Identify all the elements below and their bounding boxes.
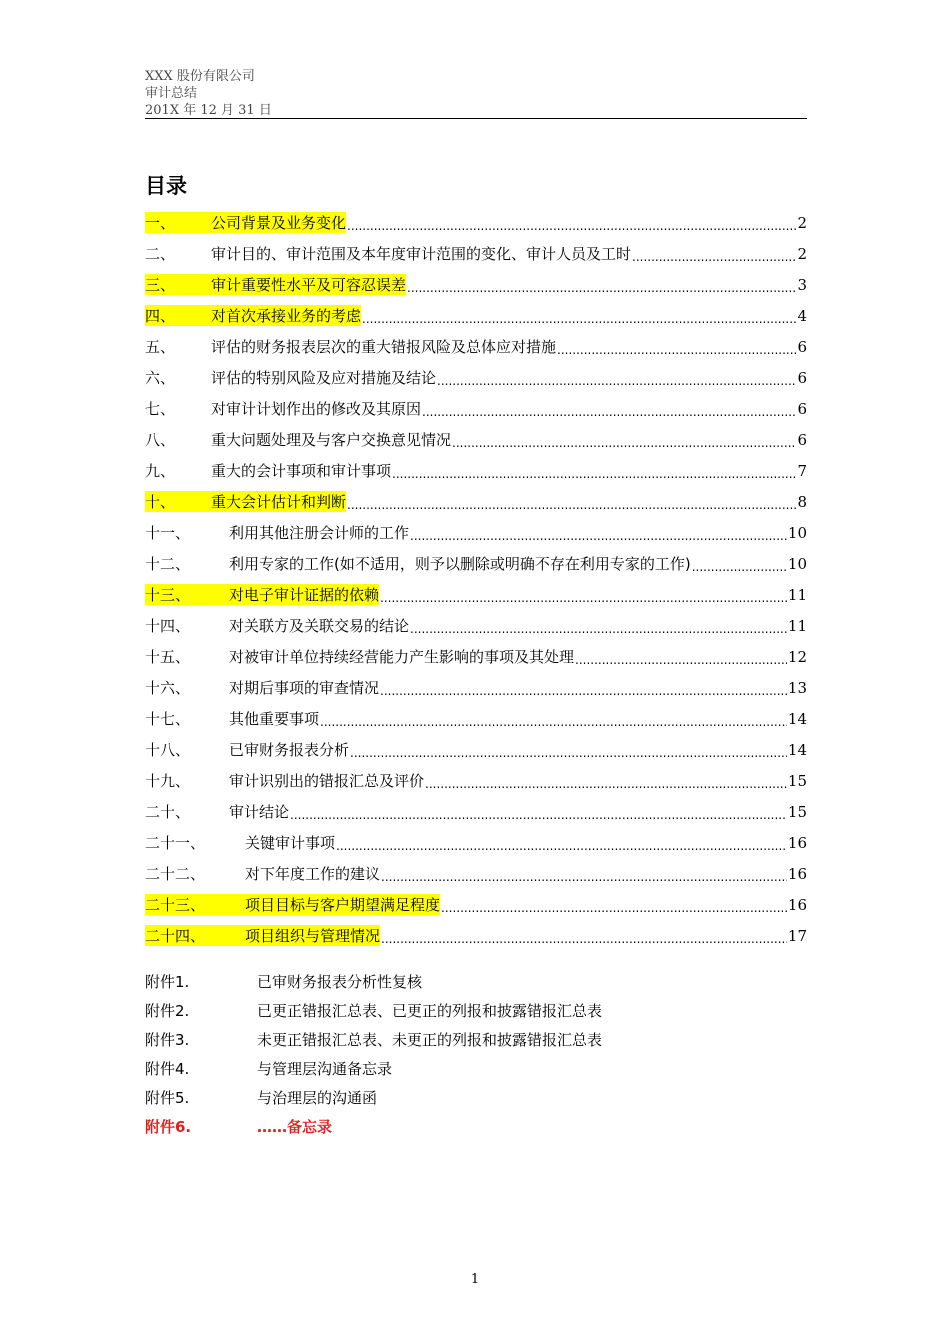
toc-entry-page: 16 bbox=[787, 864, 807, 883]
toc-entry-number: 二十二、 bbox=[145, 865, 206, 883]
toc-entry-title[interactable]: 审计识别出的错报汇总及评价 bbox=[229, 772, 425, 790]
toc-entry[interactable] bbox=[145, 455, 807, 486]
toc-entry-number: 十一、 bbox=[145, 524, 191, 542]
toc-entry-page: 8 bbox=[797, 492, 807, 511]
appendix-title: ……备忘录 bbox=[257, 1118, 333, 1136]
toc-entry-number: 十三、 bbox=[145, 584, 229, 605]
appendix-title: 已更正错报汇总表、已更正的列报和披露错报汇总表 bbox=[257, 1002, 603, 1020]
toc-leader-dots bbox=[410, 529, 787, 543]
toc-entry-number: 十四、 bbox=[145, 617, 191, 635]
toc-leader-dots bbox=[320, 715, 787, 729]
toc-entry-number: 二十三、 bbox=[145, 894, 245, 915]
appendix-title: 与管理层沟通备忘录 bbox=[257, 1060, 393, 1078]
toc-entry-page: 12 bbox=[787, 647, 807, 666]
toc-entry-title[interactable]: 评估的特别风险及应对措施及结论 bbox=[211, 369, 437, 387]
appendix-item bbox=[145, 1054, 807, 1083]
toc-entry-number: 二十、 bbox=[145, 803, 191, 821]
toc-leader-dots bbox=[632, 250, 796, 264]
toc-entry-number: 七、 bbox=[145, 400, 176, 418]
toc-entry[interactable] bbox=[145, 796, 807, 827]
toc-leader-dots bbox=[452, 436, 796, 450]
header-doc-title: 审计总结 bbox=[145, 86, 198, 101]
toc-leader-dots bbox=[380, 684, 787, 698]
toc-entry-title[interactable]: 关键审计事项 bbox=[245, 834, 336, 852]
toc-entry-number: 十五、 bbox=[145, 648, 191, 666]
toc-entry-page: 11 bbox=[787, 585, 807, 604]
toc-entry-number: 五、 bbox=[145, 338, 176, 356]
toc-entry-number: 六、 bbox=[145, 369, 176, 387]
toc-entry[interactable] bbox=[145, 238, 807, 269]
toc-entry-number: 九、 bbox=[145, 462, 176, 480]
toc-entry-page: 13 bbox=[787, 678, 807, 697]
toc-entry[interactable] bbox=[145, 889, 807, 920]
toc-entry-page: 10 bbox=[787, 523, 807, 542]
toc-entry-page: 4 bbox=[797, 306, 807, 325]
appendix-number: 附件4. bbox=[145, 1060, 190, 1078]
table-of-contents bbox=[145, 207, 807, 951]
header-company: XXX 股份有限公司 bbox=[145, 69, 255, 84]
toc-leader-dots bbox=[692, 560, 787, 574]
toc-entry-title[interactable]: 对下年度工作的建议 bbox=[245, 865, 381, 883]
toc-entry[interactable] bbox=[145, 269, 807, 300]
toc-leader-dots bbox=[362, 312, 796, 326]
toc-entry-title[interactable]: 已审财务报表分析 bbox=[229, 741, 350, 759]
toc-entry-page: 15 bbox=[787, 771, 807, 790]
toc-entry-number: 四、 bbox=[145, 305, 211, 326]
appendix-item bbox=[145, 996, 807, 1025]
toc-entry-number: 二十一、 bbox=[145, 834, 206, 852]
toc-entry-title[interactable]: 公司背景及业务变化 bbox=[211, 214, 347, 232]
toc-entry-page: 7 bbox=[797, 461, 807, 480]
toc-entry[interactable] bbox=[145, 548, 807, 579]
toc-entry[interactable] bbox=[145, 920, 807, 951]
toc-leader-dots bbox=[350, 746, 787, 760]
toc-entry[interactable] bbox=[145, 610, 807, 641]
toc-entry[interactable] bbox=[145, 827, 807, 858]
toc-entry-number: 十二、 bbox=[145, 555, 191, 573]
toc-entry-title[interactable]: 审计重要性水平及可容忍误差 bbox=[211, 276, 407, 294]
appendix-item bbox=[145, 1025, 807, 1054]
toc-entry-page: 16 bbox=[787, 833, 807, 852]
toc-entry-title[interactable]: 利用专家的工作(如不适用，则予以删除或明确不存在利用专家的工作) bbox=[229, 555, 691, 573]
toc-entry-page: 10 bbox=[787, 554, 807, 573]
toc-leader-dots bbox=[336, 839, 787, 853]
toc-entry-page: 11 bbox=[787, 616, 807, 635]
toc-entry-title[interactable]: 其他重要事项 bbox=[229, 710, 320, 728]
toc-entry[interactable] bbox=[145, 207, 807, 238]
toc-entry-title[interactable]: 对首次承接业务的考虑 bbox=[211, 307, 362, 325]
header-divider bbox=[145, 118, 807, 119]
page-header bbox=[145, 68, 807, 119]
toc-heading: 目录 bbox=[145, 174, 187, 198]
toc-entry[interactable] bbox=[145, 300, 807, 331]
toc-leader-dots bbox=[380, 591, 787, 605]
toc-leader-dots bbox=[381, 932, 787, 946]
toc-entry-number: 八、 bbox=[145, 431, 176, 449]
toc-leader-dots bbox=[441, 901, 787, 915]
toc-entry[interactable] bbox=[145, 703, 807, 734]
toc-entry-title[interactable]: 重大问题处理及与客户交换意见情况 bbox=[211, 431, 452, 449]
toc-entry[interactable] bbox=[145, 331, 807, 362]
toc-entry[interactable] bbox=[145, 362, 807, 393]
toc-leader-dots bbox=[392, 467, 796, 481]
toc-entry-title[interactable]: 对期后事项的审查情况 bbox=[229, 679, 380, 697]
toc-entry-title[interactable]: 审计结论 bbox=[229, 803, 290, 821]
appendix-item bbox=[145, 1083, 807, 1112]
toc-entry-title[interactable]: 审计目的、审计范围及本年度审计范围的变化、审计人员及工时 bbox=[211, 245, 632, 263]
toc-leader-dots bbox=[575, 653, 787, 667]
toc-leader-dots bbox=[422, 405, 796, 419]
appendix-number: 附件5. bbox=[145, 1089, 190, 1107]
toc-entry-page: 6 bbox=[797, 430, 807, 449]
toc-entry-number: 二十四、 bbox=[145, 925, 245, 946]
toc-entry-page: 6 bbox=[797, 399, 807, 418]
appendix-number: 附件1. bbox=[145, 973, 190, 991]
toc-entry[interactable] bbox=[145, 486, 807, 517]
toc-leader-dots bbox=[347, 498, 796, 512]
toc-entry-page: 17 bbox=[787, 926, 807, 945]
toc-entry-title[interactable]: 项目组织与管理情况 bbox=[245, 927, 381, 945]
toc-entry-number: 十九、 bbox=[145, 772, 191, 790]
toc-leader-dots bbox=[347, 219, 796, 233]
toc-entry-page: 6 bbox=[797, 368, 807, 387]
toc-entry[interactable] bbox=[145, 765, 807, 796]
toc-entry-title[interactable]: 重大的会计事项和审计事项 bbox=[211, 462, 392, 480]
toc-entry-page: 16 bbox=[787, 895, 807, 914]
toc-entry-page: 15 bbox=[787, 802, 807, 821]
toc-entry-page: 6 bbox=[797, 337, 807, 356]
toc-entry[interactable] bbox=[145, 393, 807, 424]
toc-entry-title[interactable]: 项目目标与客户期望满足程度 bbox=[245, 896, 441, 914]
appendix-title: 与治理层的沟通函 bbox=[257, 1089, 378, 1107]
toc-leader-dots bbox=[557, 343, 796, 357]
toc-entry-page: 14 bbox=[787, 740, 807, 759]
page-number: 1 bbox=[470, 1272, 480, 1287]
toc-leader-dots bbox=[381, 870, 787, 884]
toc-entry[interactable] bbox=[145, 858, 807, 889]
toc-entry-title[interactable]: 对关联方及关联交易的结论 bbox=[229, 617, 410, 635]
toc-leader-dots bbox=[410, 622, 787, 636]
toc-entry[interactable] bbox=[145, 517, 807, 548]
toc-entry[interactable] bbox=[145, 641, 807, 672]
toc-entry-title[interactable]: 重大会计估计和判断 bbox=[211, 493, 347, 511]
appendix-number: 附件6. bbox=[145, 1118, 192, 1136]
toc-entry-page: 14 bbox=[787, 709, 807, 728]
appendix-title: 未更正错报汇总表、未更正的列报和披露错报汇总表 bbox=[257, 1031, 603, 1049]
toc-entry-number: 十八、 bbox=[145, 741, 191, 759]
toc-leader-dots bbox=[425, 777, 787, 791]
appendix-number: 附件2. bbox=[145, 1002, 190, 1020]
toc-entry-number: 十七、 bbox=[145, 710, 191, 728]
appendix-list bbox=[145, 967, 807, 1141]
toc-entry-title[interactable]: 对被审计单位持续经营能力产生影响的事项及其处理 bbox=[229, 648, 575, 666]
toc-entry[interactable] bbox=[145, 579, 807, 610]
appendix-title: 已审财务报表分析性复核 bbox=[257, 973, 423, 991]
toc-entry-title[interactable]: 利用其他注册会计师的工作 bbox=[229, 524, 410, 542]
toc-entry-page: 2 bbox=[797, 213, 807, 232]
toc-entry-number: 三、 bbox=[145, 274, 211, 295]
toc-leader-dots bbox=[407, 281, 796, 295]
toc-entry-page: 3 bbox=[797, 275, 807, 294]
header-date: 201X 年 12 月 31 日 bbox=[145, 103, 272, 118]
toc-entry-title[interactable]: 对电子审计证据的依赖 bbox=[229, 586, 380, 604]
toc-entry[interactable] bbox=[145, 672, 807, 703]
toc-leader-dots bbox=[437, 374, 796, 388]
toc-entry[interactable] bbox=[145, 424, 807, 455]
toc-leader-dots bbox=[290, 808, 787, 822]
toc-entry-number: 十六、 bbox=[145, 679, 191, 697]
toc-entry-title[interactable]: 对审计计划作出的修改及其原因 bbox=[211, 400, 422, 418]
appendix-item bbox=[145, 1112, 807, 1141]
toc-entry-number: 二、 bbox=[145, 245, 176, 263]
toc-entry-title[interactable]: 评估的财务报表层次的重大错报风险及总体应对措施 bbox=[211, 338, 557, 356]
toc-entry-number: 十、 bbox=[145, 491, 211, 512]
toc-entry[interactable] bbox=[145, 734, 807, 765]
appendix-item bbox=[145, 967, 807, 996]
toc-entry-number: 一、 bbox=[145, 212, 211, 233]
toc-entry-page: 2 bbox=[797, 244, 807, 263]
appendix-number: 附件3. bbox=[145, 1031, 190, 1049]
